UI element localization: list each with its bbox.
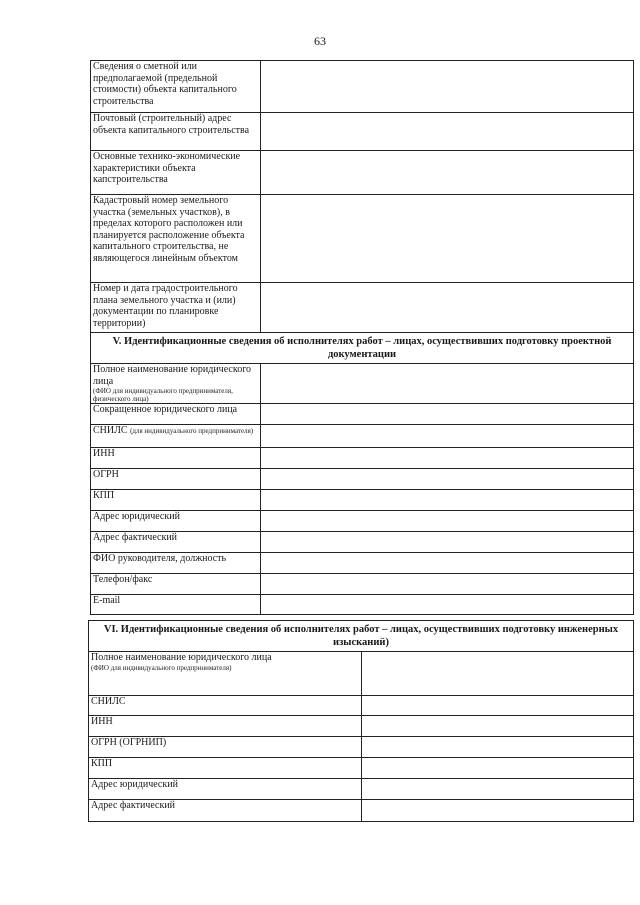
value-cell[interactable]: [261, 61, 634, 113]
value-cell[interactable]: [261, 595, 634, 615]
row-label-text: Полное наименование юридического лица: [93, 364, 252, 387]
table-row: [91, 469, 634, 490]
section-heading-row: [91, 333, 634, 364]
table-row: [89, 758, 634, 779]
table-row: [91, 151, 634, 195]
table-row: [89, 716, 634, 737]
row-label: Телефон/факс: [91, 574, 261, 595]
row-label: Адрес юридический: [89, 779, 362, 800]
row-label: Сведения о сметной или предполагаемой (предельной стоимости) объекта капитального строительства: [91, 61, 261, 113]
row-label: КПП: [91, 490, 261, 511]
value-cell[interactable]: [261, 511, 634, 532]
row-label-text: Полное наименование юридического лица: [91, 652, 272, 663]
row-label-note: (ФИО для индивидуального предпринимателя): [91, 663, 232, 672]
value-cell[interactable]: [361, 758, 634, 779]
value-cell[interactable]: [261, 469, 634, 490]
construction-info-table: [90, 60, 634, 615]
table-row: [91, 490, 634, 511]
table-row: [89, 779, 634, 800]
value-cell[interactable]: [261, 425, 634, 448]
value-cell[interactable]: [261, 283, 634, 333]
value-cell[interactable]: [261, 490, 634, 511]
value-cell[interactable]: [261, 151, 634, 195]
table-row: [91, 511, 634, 532]
row-label: E-mail: [91, 595, 261, 615]
value-cell[interactable]: [261, 113, 634, 151]
table-row: [91, 404, 634, 425]
section-v-title: V. Идентификационные сведения об исполнителях работ – лицах, осуществивших подготовку проектной документации: [91, 333, 634, 364]
row-label: ИНН: [89, 716, 362, 737]
table-row: [91, 113, 634, 151]
value-cell[interactable]: [261, 364, 634, 404]
row-label: Сокращенное юридического лица: [91, 404, 261, 425]
section-vi-title: VI. Идентификационные сведения об исполнителях работ – лицах, осуществивших подготовку инженерных изысканий): [89, 621, 634, 652]
table-row: [91, 448, 634, 469]
table-row: [89, 652, 634, 696]
value-cell[interactable]: [361, 652, 634, 696]
value-cell[interactable]: [261, 553, 634, 574]
table-row: [91, 364, 634, 404]
row-label: [91, 425, 261, 448]
value-cell[interactable]: [261, 448, 634, 469]
row-label-text: СНИЛС: [93, 425, 128, 436]
value-cell[interactable]: [261, 574, 634, 595]
row-label: ОГРН: [91, 469, 261, 490]
row-label: СНИЛС: [89, 696, 362, 716]
table-row: [91, 532, 634, 553]
table-row: [91, 61, 634, 113]
row-label: ИНН: [91, 448, 261, 469]
row-label: Основные технико-экономические характеристики объекта капстроительства: [91, 151, 261, 195]
table-row: [89, 800, 634, 822]
table-row: [91, 574, 634, 595]
row-label: Кадастровый номер земельного участка (земельных участков), в пределах которого расположен или планируется расположение объекта капитального строительства, не являющегося линейным объектом: [91, 195, 261, 283]
value-cell[interactable]: [361, 716, 634, 737]
section-heading-row: [89, 621, 634, 652]
value-cell[interactable]: [261, 532, 634, 553]
table-row: [91, 283, 634, 333]
table-row: [91, 425, 634, 448]
row-label-note: (для индивидуального предпринимателя): [130, 427, 254, 435]
table-row: [89, 696, 634, 716]
value-cell[interactable]: [261, 404, 634, 425]
engineering-survey-table: [88, 620, 634, 822]
value-cell[interactable]: [361, 737, 634, 758]
page-number: 63: [314, 34, 326, 48]
table-row: [91, 595, 634, 615]
row-label: КПП: [89, 758, 362, 779]
row-label-note: (ФИО для индивидуального предпринимателя, физического лица): [93, 387, 233, 403]
table-row: [91, 553, 634, 574]
table-row: [91, 195, 634, 283]
row-label: ОГРН (ОГРНИП): [89, 737, 362, 758]
value-cell[interactable]: [261, 195, 634, 283]
row-label: Адрес фактический: [89, 800, 362, 822]
row-label: Адрес юридический: [91, 511, 261, 532]
value-cell[interactable]: [361, 779, 634, 800]
row-label: Номер и дата градостроительного плана земельного участка и (или) документации по планировке территории): [91, 283, 261, 333]
row-label: [91, 364, 261, 404]
table-row: [89, 737, 634, 758]
row-label: [89, 652, 362, 696]
row-label: ФИО руководителя, должность: [91, 553, 261, 574]
row-label: Адрес фактический: [91, 532, 261, 553]
value-cell[interactable]: [361, 800, 634, 822]
value-cell[interactable]: [361, 696, 634, 716]
row-label: Почтовый (строительный) адрес объекта капитального строительства: [91, 113, 261, 151]
